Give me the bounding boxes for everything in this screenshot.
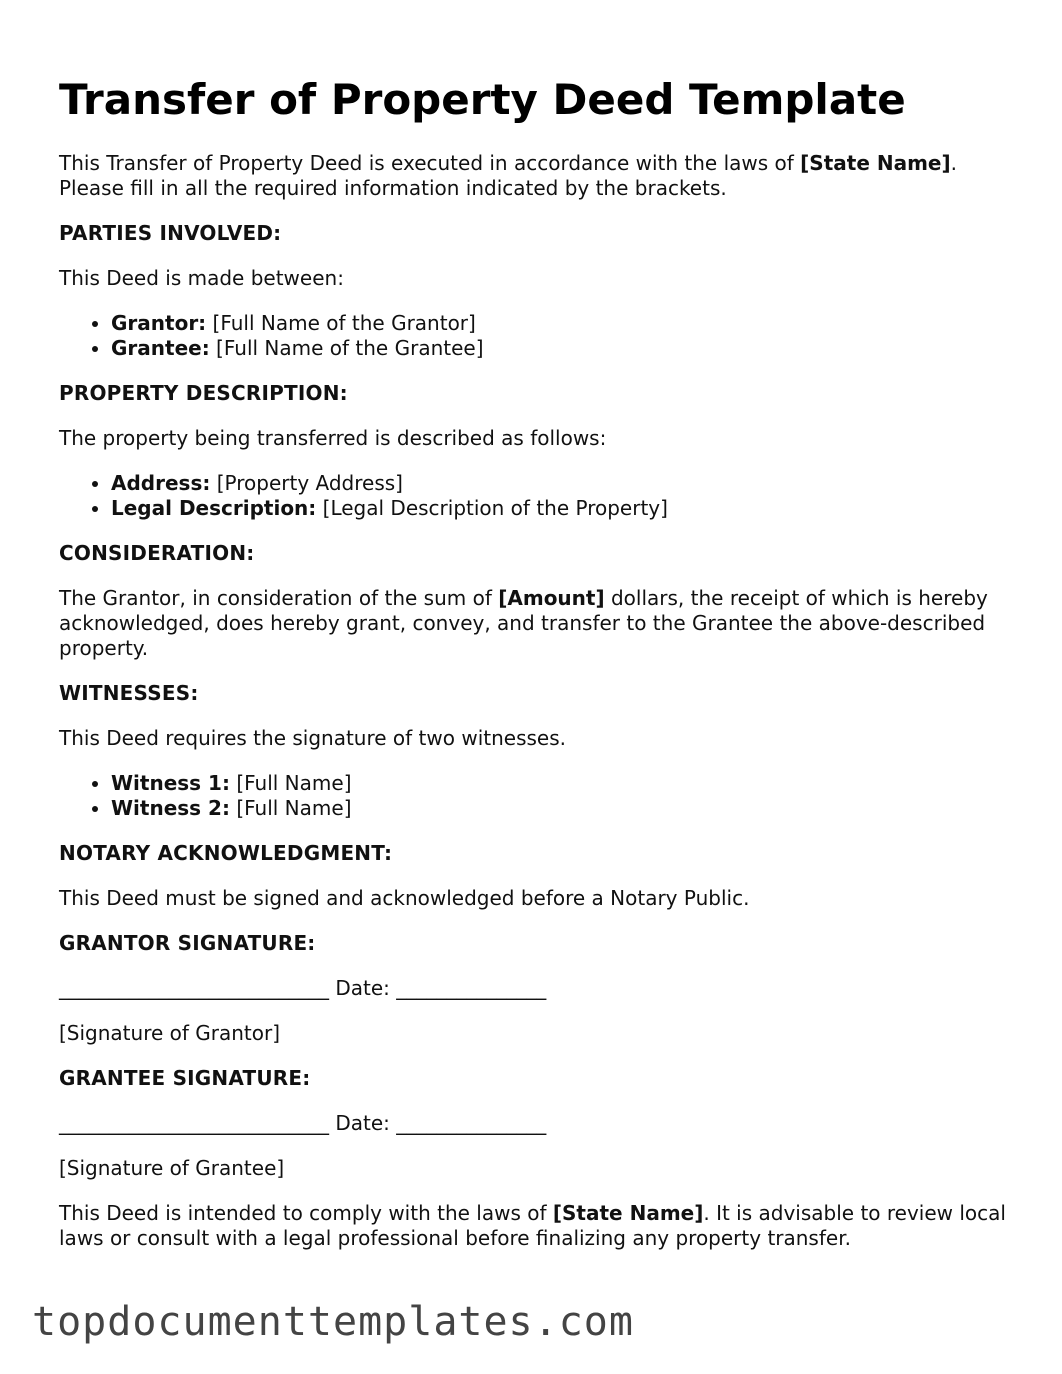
document-page bbox=[59, 74, 1009, 1271]
closing-text: This Deed is intended to comply with the laws of bbox=[59, 1201, 553, 1225]
intro-text: This Transfer of Property Deed is executed in accordance with the laws of bbox=[59, 151, 801, 175]
grantee-value: [Full Name of the Grantee] bbox=[209, 336, 484, 360]
list-item bbox=[111, 311, 1009, 336]
witnesses-list bbox=[59, 771, 1009, 821]
grantor-signature-caption: [Signature of Grantor] bbox=[59, 1021, 281, 1045]
consideration-paragraph bbox=[59, 586, 1009, 661]
state-name-placeholder: [State Name] bbox=[552, 1201, 704, 1225]
property-text: The property being transferred is described as follows: bbox=[59, 426, 607, 450]
witness-2-value: [Full Name] bbox=[229, 796, 352, 820]
closing-paragraph bbox=[59, 1201, 1009, 1251]
list-item bbox=[111, 796, 1009, 821]
consideration-text: The Grantor, in consideration of the sum of bbox=[59, 586, 499, 610]
witness-1-value: [Full Name] bbox=[229, 771, 352, 795]
property-heading: PROPERTY DESCRIPTION: bbox=[59, 381, 348, 405]
intro-text-end: . Please fill in all the required information indicated by the brackets. bbox=[59, 151, 957, 200]
witness-2-label: Witness 2: bbox=[111, 796, 230, 820]
witnesses-heading: WITNESSES: bbox=[59, 681, 199, 705]
notary-text: This Deed must be signed and acknowledged before a Notary Public. bbox=[59, 886, 750, 910]
grantor-signature-heading: GRANTOR SIGNATURE: bbox=[59, 931, 316, 955]
list-item bbox=[111, 496, 1009, 521]
closing-text-end: . It is advisable to review local laws or consult with a legal professional before finalizing any property transfer. bbox=[59, 1201, 1006, 1250]
amount-placeholder: [Amount] bbox=[498, 586, 605, 610]
grantee-signature-line: ___________________________ Date: _______________ bbox=[59, 1111, 547, 1135]
grantor-signature-line: ___________________________ Date: _______________ bbox=[59, 976, 547, 1000]
consideration-text-end: dollars, the receipt of which is hereby acknowledged, does hereby grant, convey, and transfer to the Grantee the above-described property. bbox=[59, 586, 988, 660]
page-title: Transfer of Property Deed Template bbox=[59, 75, 906, 124]
grantee-label: Grantee: bbox=[111, 336, 210, 360]
notary-heading: NOTARY ACKNOWLEDGMENT: bbox=[59, 841, 393, 865]
list-item bbox=[111, 771, 1009, 796]
property-list bbox=[59, 471, 1009, 521]
legal-description-value: [Legal Description of the Property] bbox=[316, 496, 668, 520]
list-item bbox=[111, 336, 1009, 361]
consideration-heading: CONSIDERATION: bbox=[59, 541, 255, 565]
address-value: [Property Address] bbox=[210, 471, 403, 495]
state-name-placeholder: [State Name] bbox=[800, 151, 951, 175]
parties-heading: PARTIES INVOLVED: bbox=[59, 221, 282, 245]
grantor-value: [Full Name of the Grantor] bbox=[206, 311, 476, 335]
witness-1-label: Witness 1: bbox=[111, 771, 230, 795]
footer-watermark: topdocumenttemplates.com bbox=[32, 1299, 634, 1345]
parties-list bbox=[59, 311, 1009, 361]
parties-text: This Deed is made between: bbox=[59, 266, 344, 290]
grantor-label: Grantor: bbox=[111, 311, 207, 335]
address-label: Address: bbox=[111, 471, 211, 495]
grantee-signature-heading: GRANTEE SIGNATURE: bbox=[59, 1066, 311, 1090]
grantee-signature-caption: [Signature of Grantee] bbox=[59, 1156, 285, 1180]
witnesses-text: This Deed requires the signature of two witnesses. bbox=[59, 726, 567, 750]
list-item bbox=[111, 471, 1009, 496]
intro-paragraph bbox=[59, 151, 1009, 201]
legal-description-label: Legal Description: bbox=[111, 496, 317, 520]
